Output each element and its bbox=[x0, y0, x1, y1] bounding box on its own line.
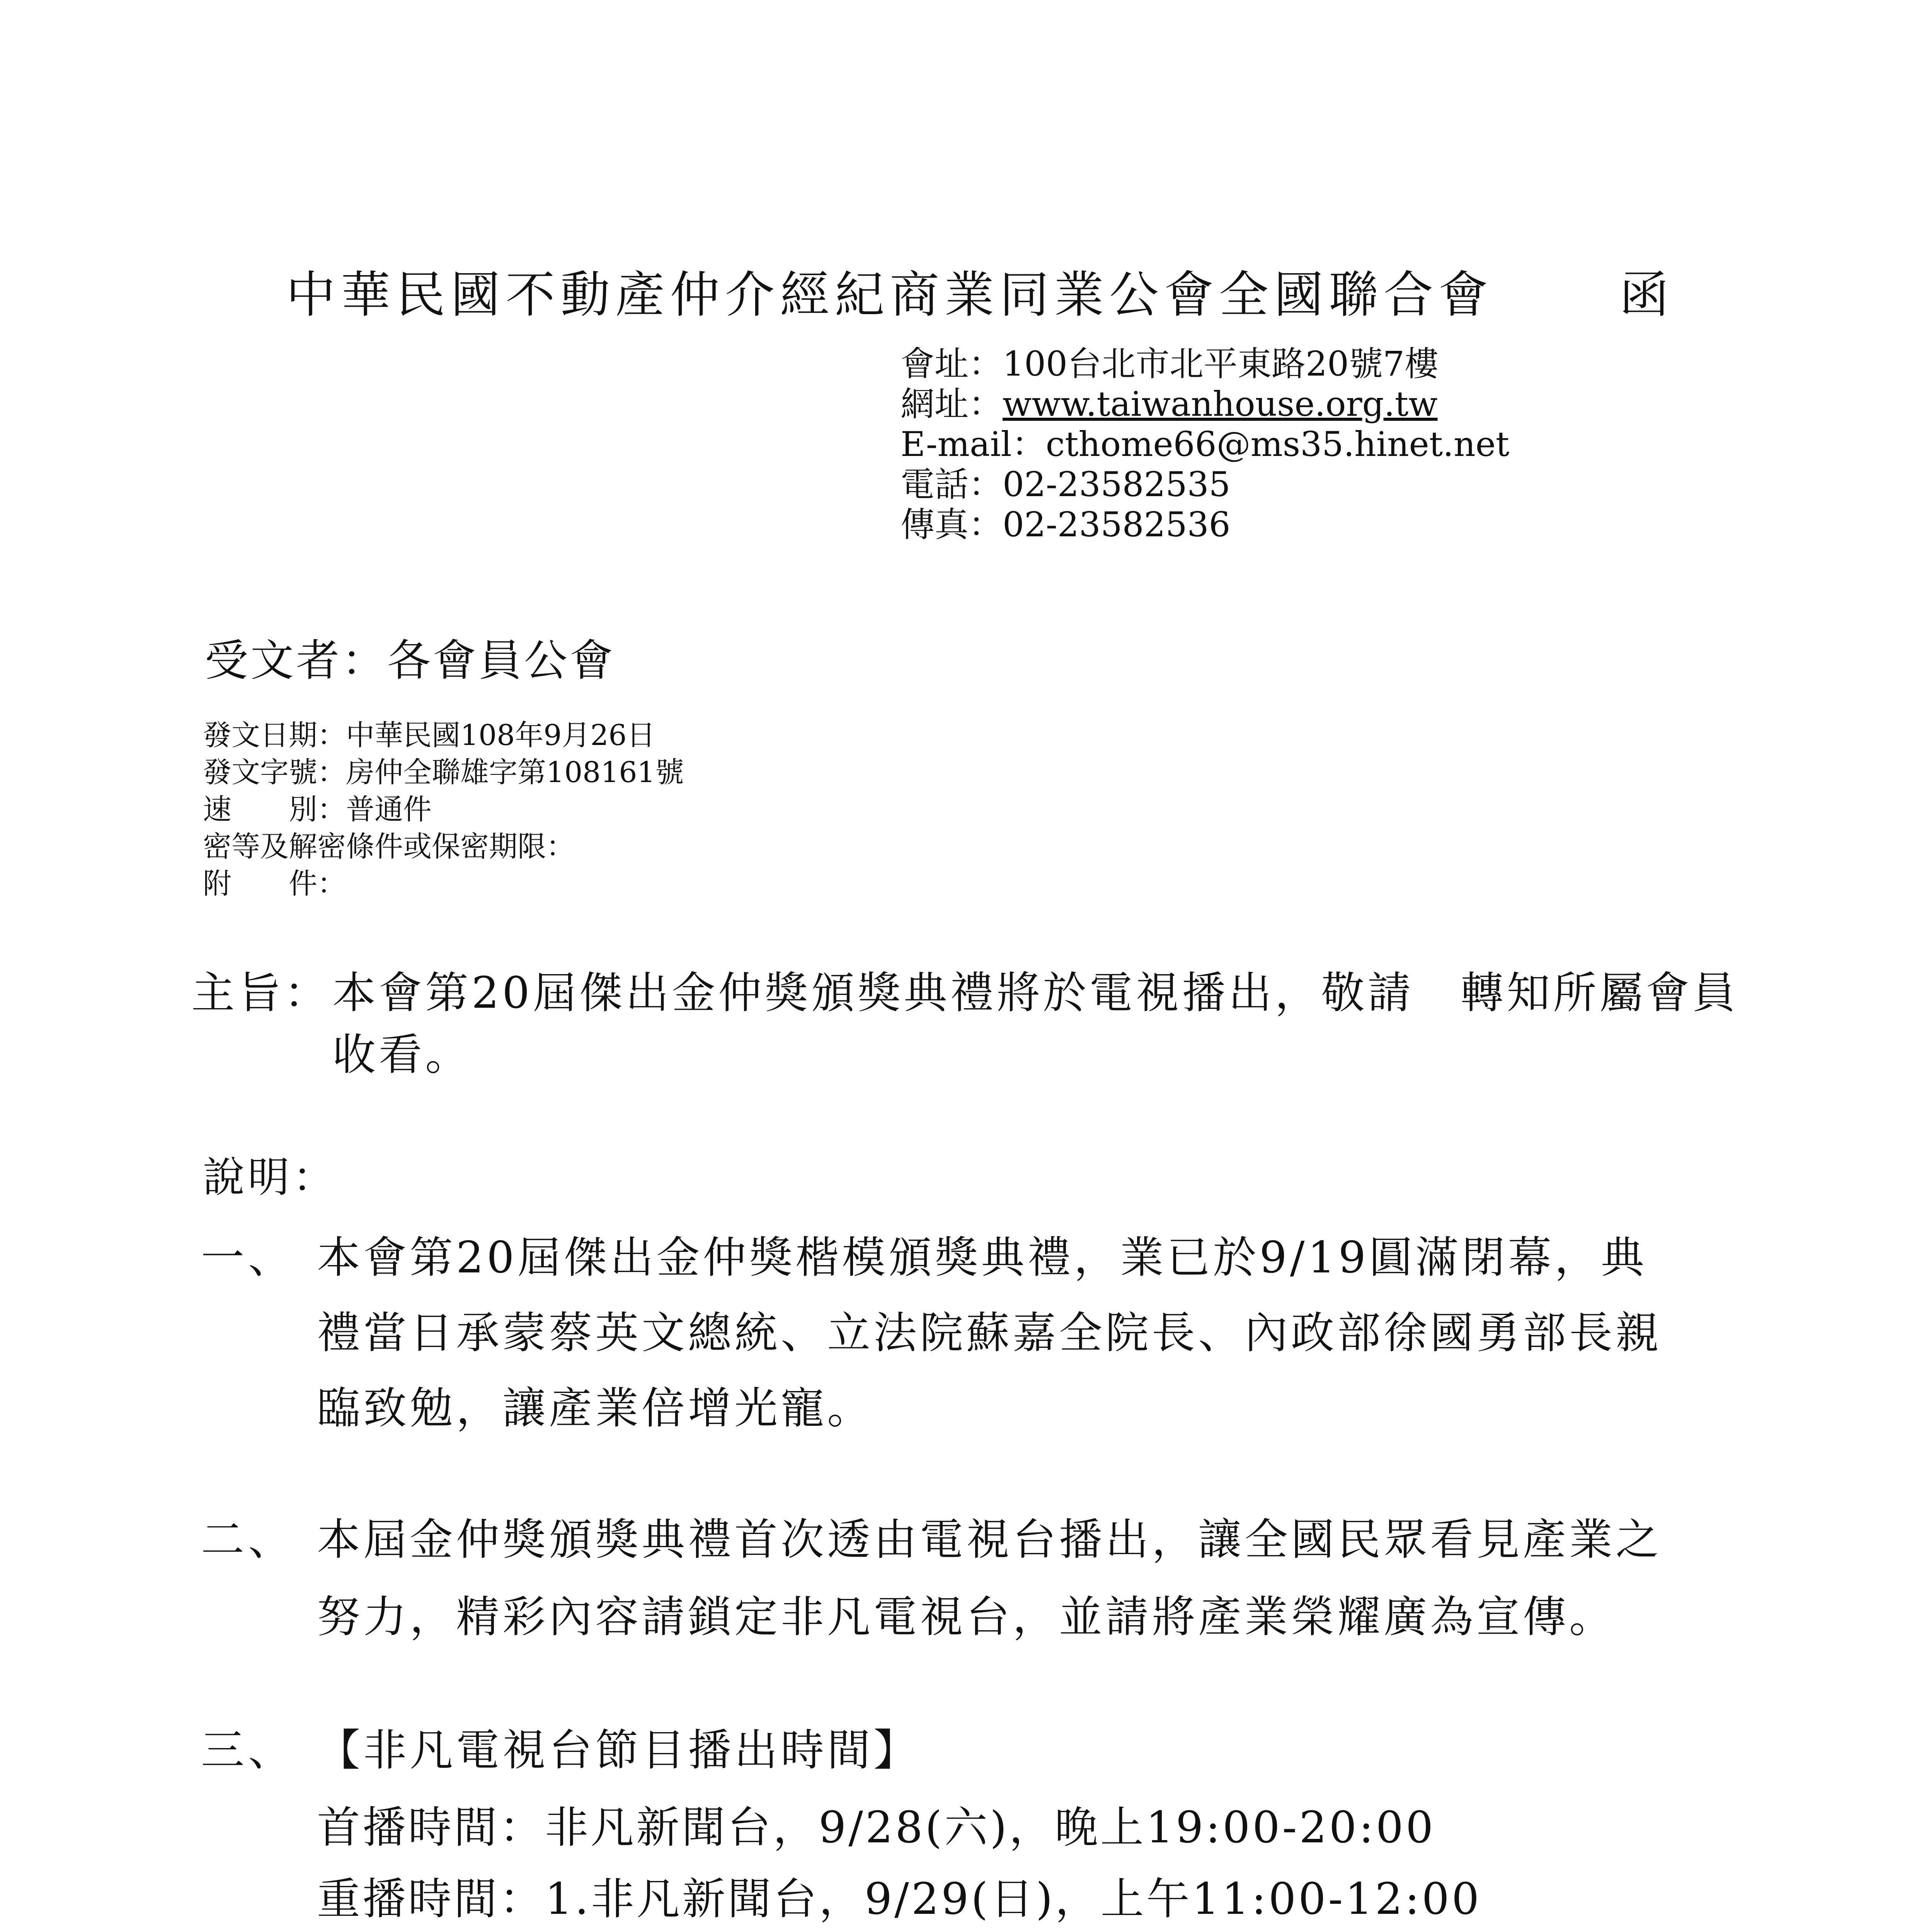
organization-title: 中華民國不動產仲介經紀商業同業公會全國聯合會 bbox=[286, 266, 1494, 324]
contact-block bbox=[901, 344, 1509, 545]
item-line: 禮當日承蒙蔡英文總統、立法院蘇嘉全院長、內政部徐國勇部長親 bbox=[317, 1308, 1662, 1358]
reference-number: 發文字號：房仲全聯雄字第108161號 bbox=[203, 756, 684, 789]
subject-line: 本會第20屆傑出金仲獎頒獎典禮將於電視播出，敬請 轉知所屬會員 bbox=[332, 968, 1739, 1018]
contact-email: E-mail：cthome66@ms35.hinet.net bbox=[901, 424, 1510, 464]
item-line: 臨致勉，讓產業倍增光寵。 bbox=[317, 1383, 873, 1434]
recipient: 受文者：各會員公會 bbox=[205, 636, 615, 686]
item-line: 本屆金仲獎頒獎典禮首次透由電視台播出，讓全國民眾看見產業之 bbox=[317, 1515, 1662, 1565]
explanation-label: 說明： bbox=[203, 1153, 338, 1202]
subject-line: 收看。 bbox=[332, 1030, 472, 1080]
contact-phone: 電話：02-23582535 bbox=[901, 464, 1231, 504]
item-line: 本會第20屆傑出金仲獎楷模頒獎典禮，業已於9/19圓滿閉幕，典 bbox=[317, 1233, 1648, 1283]
schedule-heading: 【非凡電視台節目播出時間】 bbox=[317, 1725, 920, 1776]
website-label: 網址： bbox=[901, 384, 1003, 424]
meta-block bbox=[203, 717, 684, 902]
issue-date: 發文日期：中華民國108年9月26日 bbox=[203, 719, 655, 752]
schedule-rerun: 重播時間：1.非凡新聞台，9/29(日)，上午11:00-12:00 bbox=[317, 1874, 1482, 1924]
contact-address: 會址：100台北市北平東路20號7樓 bbox=[901, 344, 1439, 384]
secrecy-level: 密等及解密條件或保密期限： bbox=[203, 830, 575, 863]
item-line: 努力，精彩內容請鎖定非凡電視台，並請將產業榮耀廣為宣傳。 bbox=[317, 1592, 1616, 1642]
contact-fax: 傳真：02-23582536 bbox=[901, 505, 1231, 544]
delivery-speed: 速 別：普通件 bbox=[203, 793, 432, 826]
website-link[interactable]: www.taiwanhouse.org.tw bbox=[1003, 384, 1438, 424]
document-type: 函 bbox=[1619, 266, 1669, 324]
attachments: 附 件： bbox=[203, 867, 346, 900]
item-number: 二、 bbox=[201, 1515, 295, 1565]
schedule-premiere: 首播時間：非凡新聞台，9/28(六)，晚上19:00-20:00 bbox=[317, 1803, 1436, 1853]
item-number: 一、 bbox=[201, 1233, 295, 1283]
item-number: 三、 bbox=[201, 1725, 295, 1776]
contact-website-row bbox=[901, 384, 1509, 424]
subject-label: 主旨： bbox=[191, 968, 330, 1018]
